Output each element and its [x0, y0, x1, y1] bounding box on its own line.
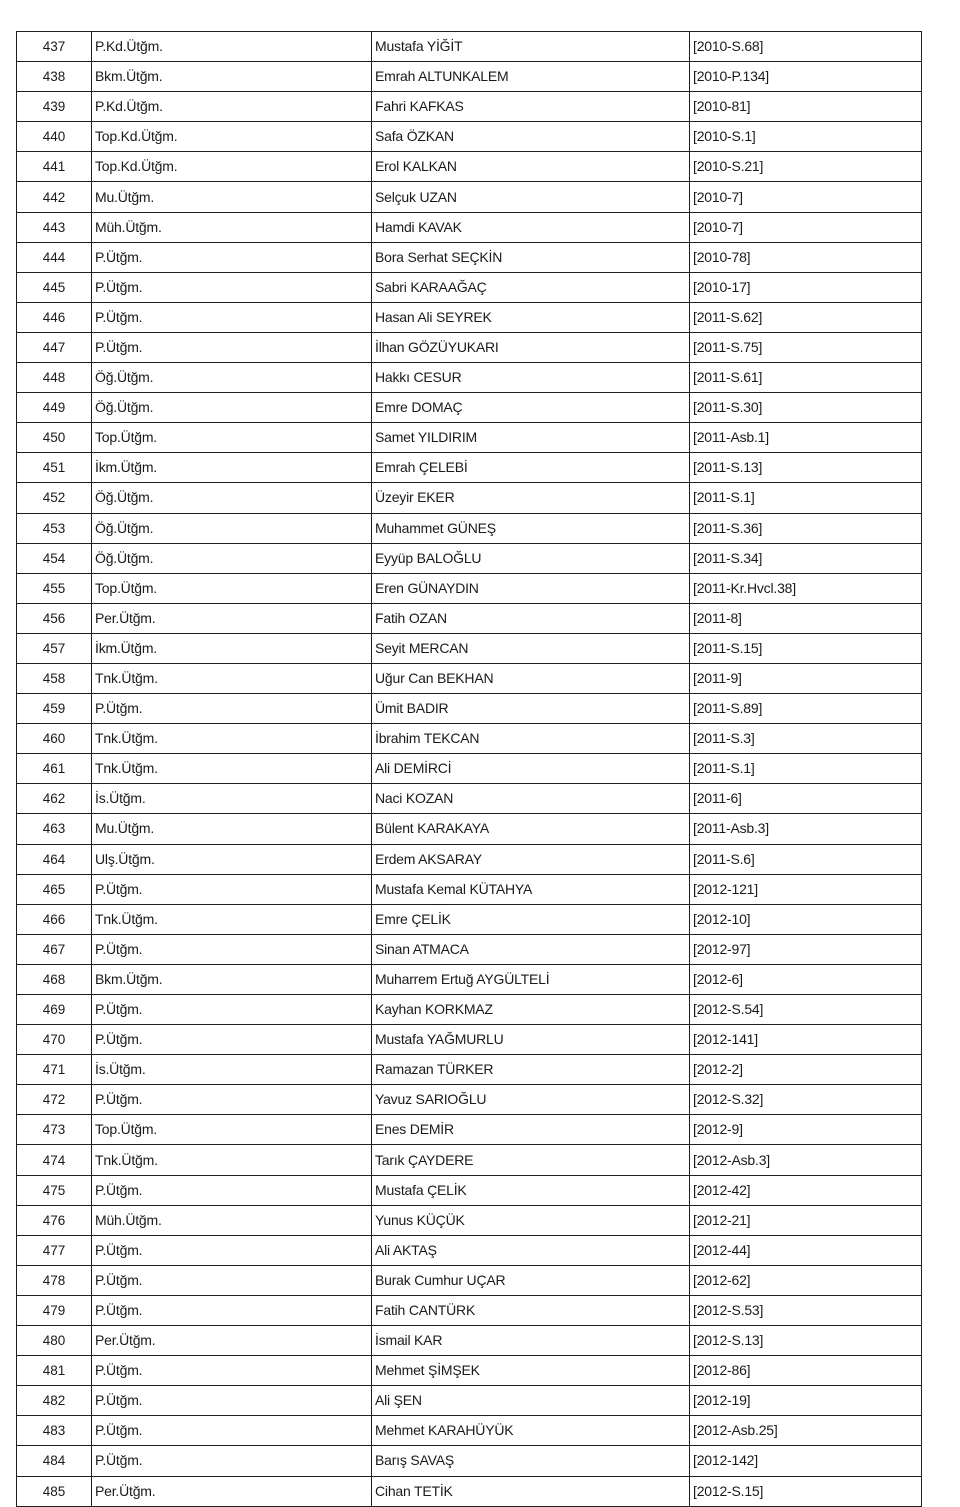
registry-code-cell: [2012-Asb.25]: [690, 1416, 922, 1446]
rank-cell: Öğ.Ütğm.: [92, 513, 372, 543]
table-row: [17, 1205, 922, 1235]
registry-code-cell: [2010-78]: [690, 242, 922, 272]
name-cell: Naci KOZAN: [372, 784, 690, 814]
table-row: [17, 814, 922, 844]
rank-cell: Top.Kd.Ütğm.: [92, 152, 372, 182]
row-number: 470: [17, 1025, 92, 1055]
name-cell: Sinan ATMACA: [372, 934, 690, 964]
registry-code-cell: [2010-S.68]: [690, 32, 922, 62]
name-cell: Samet YILDIRIM: [372, 423, 690, 453]
name-cell: Sabri KARAAĞAÇ: [372, 272, 690, 302]
table-row: [17, 603, 922, 633]
registry-code-cell: [2011-S.34]: [690, 543, 922, 573]
registry-code-cell: [2012-2]: [690, 1055, 922, 1085]
row-number: 461: [17, 754, 92, 784]
rank-cell: P.Ütğm.: [92, 1446, 372, 1476]
row-number: 437: [17, 32, 92, 62]
table-row: [17, 393, 922, 423]
registry-code-cell: [2012-141]: [690, 1025, 922, 1055]
row-number: 459: [17, 694, 92, 724]
name-cell: Uğur Can BEKHAN: [372, 663, 690, 693]
rank-cell: P.Kd.Ütğm.: [92, 92, 372, 122]
row-number: 460: [17, 724, 92, 754]
registry-code-cell: [2011-S.62]: [690, 302, 922, 332]
name-cell: Mustafa YİĞİT: [372, 32, 690, 62]
name-cell: Mustafa YAĞMURLU: [372, 1025, 690, 1055]
name-cell: Ali ŞEN: [372, 1386, 690, 1416]
rank-cell: Per.Ütğm.: [92, 603, 372, 633]
table-row: [17, 573, 922, 603]
registry-code-cell: [2012-9]: [690, 1115, 922, 1145]
rank-cell: Tnk.Ütğm.: [92, 904, 372, 934]
table-row: [17, 844, 922, 874]
table-row: [17, 513, 922, 543]
name-cell: Emrah ALTUNKALEM: [372, 62, 690, 92]
row-number: 452: [17, 483, 92, 513]
registry-code-cell: [2011-S.13]: [690, 453, 922, 483]
table-row: [17, 152, 922, 182]
name-cell: Emre DOMAÇ: [372, 393, 690, 423]
rank-cell: Tnk.Ütğm.: [92, 724, 372, 754]
row-number: 443: [17, 212, 92, 242]
table-row: [17, 934, 922, 964]
name-cell: Ramazan TÜRKER: [372, 1055, 690, 1085]
row-number: 439: [17, 92, 92, 122]
document-page: [16, 31, 921, 1507]
table-row: [17, 122, 922, 152]
row-number: 458: [17, 663, 92, 693]
registry-code-cell: [2012-86]: [690, 1356, 922, 1386]
row-number: 448: [17, 363, 92, 393]
registry-code-cell: [2012-S.15]: [690, 1476, 922, 1506]
rank-cell: P.Ütğm.: [92, 1416, 372, 1446]
registry-code-cell: [2010-S.1]: [690, 122, 922, 152]
rank-cell: Müh.Ütğm.: [92, 212, 372, 242]
rank-cell: Bkm.Ütğm.: [92, 964, 372, 994]
name-cell: Safa ÖZKAN: [372, 122, 690, 152]
registry-code-cell: [2011-6]: [690, 784, 922, 814]
rank-cell: Tnk.Ütğm.: [92, 663, 372, 693]
table-row: [17, 1265, 922, 1295]
name-cell: Selçuk UZAN: [372, 182, 690, 212]
registry-code-cell: [2010-17]: [690, 272, 922, 302]
rank-cell: P.Kd.Ütğm.: [92, 32, 372, 62]
row-number: 465: [17, 874, 92, 904]
registry-code-cell: [2012-97]: [690, 934, 922, 964]
name-cell: Emrah ÇELEBİ: [372, 453, 690, 483]
rank-cell: Top.Ütğm.: [92, 573, 372, 603]
name-cell: Emre ÇELİK: [372, 904, 690, 934]
name-cell: Hasan Ali SEYREK: [372, 302, 690, 332]
rank-cell: Tnk.Ütğm.: [92, 1145, 372, 1175]
name-cell: Yunus KÜÇÜK: [372, 1205, 690, 1235]
name-cell: Tarık ÇAYDERE: [372, 1145, 690, 1175]
table-row: [17, 995, 922, 1025]
registry-code-cell: [2012-10]: [690, 904, 922, 934]
row-number: 466: [17, 904, 92, 934]
registry-code-cell: [2011-S.15]: [690, 633, 922, 663]
table-row: [17, 663, 922, 693]
row-number: 449: [17, 393, 92, 423]
registry-code-cell: [2012-S.32]: [690, 1085, 922, 1115]
row-number: 447: [17, 332, 92, 362]
row-number: 483: [17, 1416, 92, 1446]
registry-code-cell: [2011-Asb.3]: [690, 814, 922, 844]
rank-cell: P.Ütğm.: [92, 1025, 372, 1055]
registry-code-cell: [2012-44]: [690, 1235, 922, 1265]
registry-code-cell: [2012-S.53]: [690, 1295, 922, 1325]
registry-code-cell: [2011-S.1]: [690, 754, 922, 784]
row-number: 451: [17, 453, 92, 483]
rank-cell: Bkm.Ütğm.: [92, 62, 372, 92]
row-number: 479: [17, 1295, 92, 1325]
rank-cell: P.Ütğm.: [92, 302, 372, 332]
rank-cell: İs.Ütğm.: [92, 1055, 372, 1085]
registry-code-cell: [2012-S.13]: [690, 1326, 922, 1356]
name-cell: İlhan GÖZÜYUKARI: [372, 332, 690, 362]
table-row: [17, 964, 922, 994]
registry-code-cell: [2011-S.89]: [690, 694, 922, 724]
registry-code-cell: [2011-S.6]: [690, 844, 922, 874]
table-row: [17, 1175, 922, 1205]
row-number: 468: [17, 964, 92, 994]
rank-cell: Ulş.Ütğm.: [92, 844, 372, 874]
table-row: [17, 1386, 922, 1416]
registry-code-cell: [2012-42]: [690, 1175, 922, 1205]
name-cell: Enes DEMİR: [372, 1115, 690, 1145]
table-row: [17, 242, 922, 272]
table-row: [17, 32, 922, 62]
name-cell: Erol KALKAN: [372, 152, 690, 182]
name-cell: Eyyüp BALOĞLU: [372, 543, 690, 573]
row-number: 446: [17, 302, 92, 332]
table-row: [17, 212, 922, 242]
roster-body: [17, 32, 922, 1507]
row-number: 467: [17, 934, 92, 964]
table-row: [17, 694, 922, 724]
name-cell: Bülent KARAKAYA: [372, 814, 690, 844]
table-row: [17, 1326, 922, 1356]
registry-code-cell: [2010-81]: [690, 92, 922, 122]
rank-cell: P.Ütğm.: [92, 995, 372, 1025]
registry-code-cell: [2012-142]: [690, 1446, 922, 1476]
rank-cell: Öğ.Ütğm.: [92, 393, 372, 423]
name-cell: Ali DEMİRCİ: [372, 754, 690, 784]
row-number: 450: [17, 423, 92, 453]
table-row: [17, 1476, 922, 1506]
rank-cell: Öğ.Ütğm.: [92, 483, 372, 513]
rank-cell: P.Ütğm.: [92, 1175, 372, 1205]
registry-code-cell: [2010-7]: [690, 182, 922, 212]
name-cell: Mustafa ÇELİK: [372, 1175, 690, 1205]
registry-code-cell: [2012-21]: [690, 1205, 922, 1235]
registry-code-cell: [2011-S.75]: [690, 332, 922, 362]
table-row: [17, 1295, 922, 1325]
registry-code-cell: [2012-Asb.3]: [690, 1145, 922, 1175]
name-cell: Cihan TETİK: [372, 1476, 690, 1506]
name-cell: Kayhan KORKMAZ: [372, 995, 690, 1025]
name-cell: Muharrem Ertuğ AYGÜLTELİ: [372, 964, 690, 994]
table-row: [17, 92, 922, 122]
rank-cell: P.Ütğm.: [92, 934, 372, 964]
rank-cell: P.Ütğm.: [92, 272, 372, 302]
table-row: [17, 483, 922, 513]
row-number: 441: [17, 152, 92, 182]
table-row: [17, 363, 922, 393]
row-number: 474: [17, 1145, 92, 1175]
registry-code-cell: [2012-19]: [690, 1386, 922, 1416]
name-cell: Fahri KAFKAS: [372, 92, 690, 122]
rank-cell: Müh.Ütğm.: [92, 1205, 372, 1235]
table-row: [17, 423, 922, 453]
name-cell: Fatih OZAN: [372, 603, 690, 633]
row-number: 442: [17, 182, 92, 212]
table-row: [17, 874, 922, 904]
table-row: [17, 784, 922, 814]
table-row: [17, 182, 922, 212]
name-cell: Burak Cumhur UÇAR: [372, 1265, 690, 1295]
registry-code-cell: [2012-121]: [690, 874, 922, 904]
rank-cell: İs.Ütğm.: [92, 784, 372, 814]
roster-table: [16, 31, 922, 1507]
rank-cell: Mu.Ütğm.: [92, 814, 372, 844]
table-row: [17, 1085, 922, 1115]
row-number: 485: [17, 1476, 92, 1506]
rank-cell: P.Ütğm.: [92, 1085, 372, 1115]
table-row: [17, 302, 922, 332]
rank-cell: P.Ütğm.: [92, 874, 372, 904]
row-number: 471: [17, 1055, 92, 1085]
row-number: 484: [17, 1446, 92, 1476]
rank-cell: P.Ütğm.: [92, 242, 372, 272]
name-cell: Mehmet ŞİMŞEK: [372, 1356, 690, 1386]
row-number: 476: [17, 1205, 92, 1235]
rank-cell: Top.Ütğm.: [92, 1115, 372, 1145]
name-cell: Ali AKTAŞ: [372, 1235, 690, 1265]
registry-code-cell: [2011-8]: [690, 603, 922, 633]
rank-cell: P.Ütğm.: [92, 1235, 372, 1265]
row-number: 453: [17, 513, 92, 543]
rank-cell: İkm.Ütğm.: [92, 633, 372, 663]
registry-code-cell: [2012-S.54]: [690, 995, 922, 1025]
table-row: [17, 633, 922, 663]
registry-code-cell: [2011-S.61]: [690, 363, 922, 393]
table-row: [17, 1416, 922, 1446]
table-row: [17, 453, 922, 483]
rank-cell: Top.Kd.Ütğm.: [92, 122, 372, 152]
rank-cell: P.Ütğm.: [92, 1265, 372, 1295]
row-number: 469: [17, 995, 92, 1025]
row-number: 481: [17, 1356, 92, 1386]
rank-cell: P.Ütğm.: [92, 1295, 372, 1325]
rank-cell: Mu.Ütğm.: [92, 182, 372, 212]
registry-code-cell: [2010-S.21]: [690, 152, 922, 182]
registry-code-cell: [2010-P.134]: [690, 62, 922, 92]
row-number: 477: [17, 1235, 92, 1265]
table-row: [17, 62, 922, 92]
table-row: [17, 272, 922, 302]
row-number: 480: [17, 1326, 92, 1356]
row-number: 462: [17, 784, 92, 814]
table-row: [17, 724, 922, 754]
table-row: [17, 332, 922, 362]
rank-cell: Per.Ütğm.: [92, 1476, 372, 1506]
registry-code-cell: [2011-S.30]: [690, 393, 922, 423]
table-row: [17, 1025, 922, 1055]
table-row: [17, 754, 922, 784]
table-row: [17, 1235, 922, 1265]
name-cell: Yavuz SARIOĞLU: [372, 1085, 690, 1115]
registry-code-cell: [2012-62]: [690, 1265, 922, 1295]
name-cell: Hakkı CESUR: [372, 363, 690, 393]
table-row: [17, 1446, 922, 1476]
table-row: [17, 1055, 922, 1085]
name-cell: Seyit MERCAN: [372, 633, 690, 663]
row-number: 457: [17, 633, 92, 663]
registry-code-cell: [2011-S.3]: [690, 724, 922, 754]
table-row: [17, 1115, 922, 1145]
name-cell: Hamdi KAVAK: [372, 212, 690, 242]
name-cell: Ümit BADIR: [372, 694, 690, 724]
rank-cell: Öğ.Ütğm.: [92, 543, 372, 573]
row-number: 445: [17, 272, 92, 302]
name-cell: İbrahim TEKCAN: [372, 724, 690, 754]
row-number: 455: [17, 573, 92, 603]
registry-code-cell: [2012-6]: [690, 964, 922, 994]
name-cell: Üzeyir EKER: [372, 483, 690, 513]
name-cell: Fatih CANTÜRK: [372, 1295, 690, 1325]
name-cell: Barış SAVAŞ: [372, 1446, 690, 1476]
row-number: 475: [17, 1175, 92, 1205]
registry-code-cell: [2011-Kr.Hvcl.38]: [690, 573, 922, 603]
registry-code-cell: [2011-9]: [690, 663, 922, 693]
row-number: 463: [17, 814, 92, 844]
registry-code-cell: [2011-S.36]: [690, 513, 922, 543]
name-cell: Erdem AKSARAY: [372, 844, 690, 874]
rank-cell: P.Ütğm.: [92, 1386, 372, 1416]
rank-cell: Tnk.Ütğm.: [92, 754, 372, 784]
rank-cell: Top.Ütğm.: [92, 423, 372, 453]
row-number: 456: [17, 603, 92, 633]
row-number: 472: [17, 1085, 92, 1115]
name-cell: Mustafa Kemal KÜTAHYA: [372, 874, 690, 904]
row-number: 454: [17, 543, 92, 573]
rank-cell: Per.Ütğm.: [92, 1326, 372, 1356]
row-number: 438: [17, 62, 92, 92]
rank-cell: P.Ütğm.: [92, 1356, 372, 1386]
name-cell: Mehmet KARAHÜYÜK: [372, 1416, 690, 1446]
name-cell: İsmail KAR: [372, 1326, 690, 1356]
name-cell: Eren GÜNAYDIN: [372, 573, 690, 603]
rank-cell: P.Ütğm.: [92, 694, 372, 724]
table-row: [17, 1356, 922, 1386]
row-number: 440: [17, 122, 92, 152]
row-number: 473: [17, 1115, 92, 1145]
row-number: 482: [17, 1386, 92, 1416]
row-number: 478: [17, 1265, 92, 1295]
row-number: 464: [17, 844, 92, 874]
table-row: [17, 543, 922, 573]
name-cell: Bora Serhat SEÇKİN: [372, 242, 690, 272]
rank-cell: İkm.Ütğm.: [92, 453, 372, 483]
registry-code-cell: [2011-Asb.1]: [690, 423, 922, 453]
registry-code-cell: [2011-S.1]: [690, 483, 922, 513]
rank-cell: P.Ütğm.: [92, 332, 372, 362]
name-cell: Muhammet GÜNEŞ: [372, 513, 690, 543]
table-row: [17, 1145, 922, 1175]
registry-code-cell: [2010-7]: [690, 212, 922, 242]
row-number: 444: [17, 242, 92, 272]
table-row: [17, 904, 922, 934]
rank-cell: Öğ.Ütğm.: [92, 363, 372, 393]
